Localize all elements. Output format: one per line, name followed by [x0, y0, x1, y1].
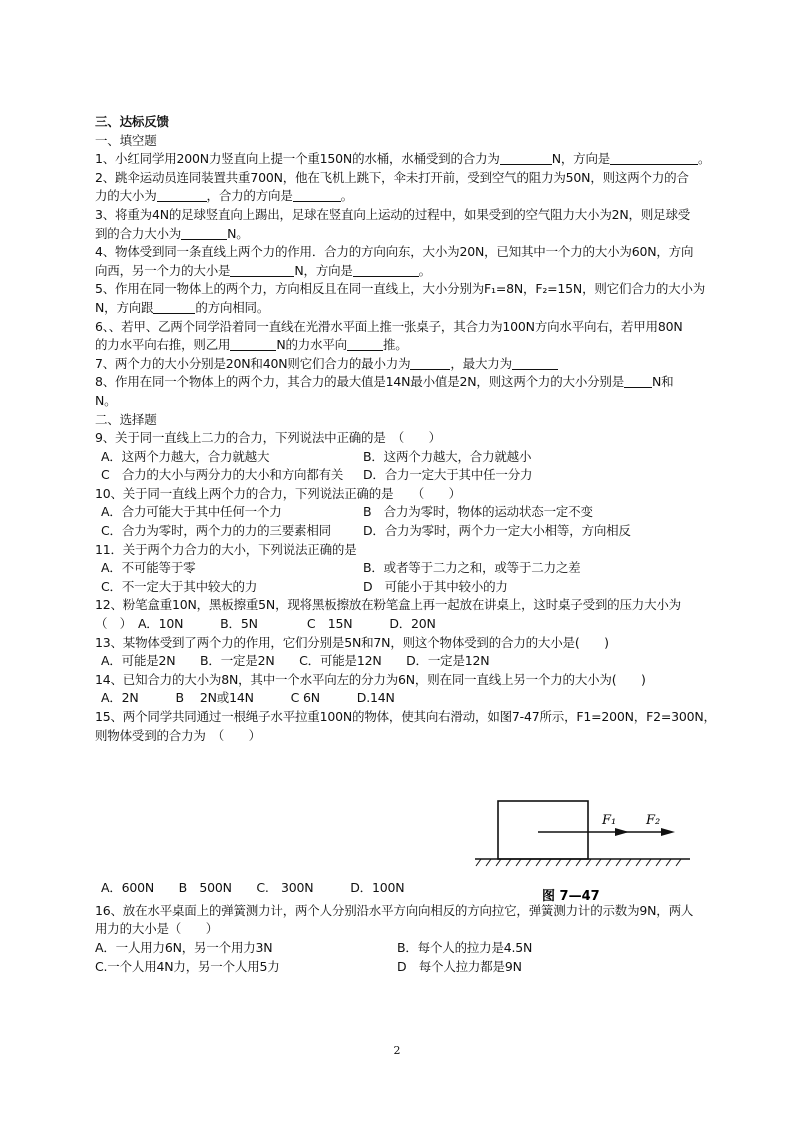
question-16-options-ab [95, 939, 715, 958]
question-8-cont: N。 [95, 392, 117, 408]
blank[interactable] [610, 150, 698, 165]
question-12: 12、粉笔盒重10N，黑板擦重5N，现将黑板擦放在粉笔盒上再一起放在讲桌上，这时桌子受到的压力大小为 [95, 597, 681, 613]
blank[interactable] [230, 262, 294, 277]
option-d: D 可能小于其中较小的力 [363, 578, 508, 594]
question-5-cont: N，方向跟 的方向相同。 [95, 299, 270, 315]
question-15-cont: 则物体受到的合力为 （ ） [95, 727, 261, 743]
question-15-options: A．600N B 500N C. 300N D．100N [101, 880, 405, 896]
option-a: A．不可能等于零 [101, 560, 196, 576]
question-14: 14、已知合力的大小为8N，其中一个水平向左的分力为6N，则在同一直线上另一个力的大小为( ) [95, 671, 646, 687]
question-10: 10、关于同一直线上两个力的合力，下列说法正确的是 （ ） [95, 485, 461, 501]
block [498, 801, 588, 859]
option-b: B 合力为零时，物体的运动状态一定不变 [363, 504, 593, 520]
question-4-cont: 向西，另一个力的大小是 N，方向是 。 [95, 262, 431, 278]
option-b: B．或者等于二力之和，或等于二力之差 [363, 560, 581, 576]
question-16: 16、放在水平桌面上的弹簧测力计，两个人分别沿水平方向向相反的方向拉它，弹簧测力计的示数为9N，两人 [95, 902, 694, 918]
question-1: 1、小红同学用200N力竖直向上提一个重150N的水桶，水桶受到的合力为 N，方向是 。 [95, 151, 711, 167]
option-d: D．合力为零时，两个力一定大小相等，方向相反 [363, 523, 631, 539]
label-f2: F₂ [646, 813, 661, 828]
option-c: C 合力的大小与两分力的大小和方向都有关 [101, 467, 344, 483]
option-c: C.一个人用4N力，另一个人用5力 [95, 958, 280, 974]
option-d: D．合力一定大于其中任一分力 [363, 467, 533, 483]
question-11-options-ab [95, 559, 715, 578]
blank[interactable] [181, 225, 227, 240]
arrow-f1-icon [615, 828, 629, 836]
figure-7-47 [475, 787, 715, 912]
option-b: B．每个人的拉力是4.5N [397, 939, 533, 955]
force-diagram [475, 787, 715, 912]
figure-caption: 图 7—47 [542, 889, 600, 904]
question-16-options-cd [95, 958, 715, 977]
ground-hatching [476, 859, 681, 866]
question-15: 15、两个同学共同通过一根绳子水平拉重100N的物体，使其向右滑动，如图7-47所示，F1=200N，F2=300N， [95, 709, 716, 724]
question-5: 5、作用在同一物体上的两个力，方向相反且在同一直线上，大小分别为F₁=8N，F₂=15N，则它们合力的大小为 [95, 281, 706, 297]
question-2-cont: 力的大小为 ，合力的方向是 。 [95, 188, 353, 204]
blank[interactable] [293, 187, 341, 202]
question-4: 4、物体受到同一条直线上两个力的作用．合力的方向向东，大小为20N，已知其中一个力的大小为60N，方向 [95, 244, 694, 260]
blank[interactable] [153, 299, 195, 314]
option-c: C．合力为零时，两个力的力的三要素相同 [101, 523, 331, 539]
arrow-f2-icon [661, 828, 675, 836]
blank[interactable] [347, 336, 383, 351]
question-6-cont: 的力水平向右推，则乙用 N的力水平向 推。 [95, 337, 408, 353]
section-title: 三、达标反馈 [95, 114, 169, 129]
question-3-cont: 到的合力大小为 N。 [95, 225, 249, 241]
question-9-options-cd [95, 466, 715, 485]
question-3: 3、将重为4N的足球竖直向上踢出，足球在竖直向上运动的过程中，如果受到的空气阻力大小为2N，则足球受 [95, 206, 691, 222]
blank[interactable] [157, 187, 207, 202]
blank[interactable] [624, 373, 652, 388]
question-8: 8、作用在同一个物体上的两个力，其合力的最大值是14N最小值是2N，则这两个力的大小分别是 N和 [95, 374, 674, 390]
part2-title: 二、选择题 [95, 411, 157, 427]
question-14-options: A．2N B 2N或14N C 6N D.14N [101, 690, 395, 706]
option-a: A．合力可能大于其中任何一个力 [101, 504, 282, 520]
option-a: A．这两个力越大，合力就越大 [101, 448, 270, 464]
question-11: 11．关于两个力合力的大小，下列说法正确的是 [95, 541, 357, 557]
question-2: 2、跳伞运动员连同装置共重700N，他在飞机上跳下，伞未打开前，受到空气的阻力为50N，则这两个力的合 [95, 169, 689, 185]
question-7: 7、两个力的大小分别是20N和40N则它们合力的最小力为 ，最大力为 [95, 355, 715, 374]
question-9: 9、关于同一直线上二力的合力，下列说法中正确的是 （ ） [95, 430, 441, 446]
part1-title: 一、填空题 [95, 132, 157, 148]
blank[interactable] [512, 355, 558, 370]
question-9-options-ab [95, 448, 715, 467]
question-6: 6、、若甲、乙两个同学沿着同一直线在光滑水平面上推一张桌子，其合力为100N方向水平向右，若甲用80N [95, 318, 683, 334]
page-number: 2 [393, 1044, 401, 1057]
option-d: D 每个人拉力都是9N [397, 958, 522, 974]
option-a: A．一人用力6N，另一个用力3N [95, 939, 273, 955]
blank[interactable] [410, 355, 450, 370]
option-c: C．不一定大于其中较大的力 [101, 578, 258, 594]
blank[interactable] [230, 336, 276, 351]
question-11-options-cd [95, 578, 715, 597]
blank[interactable] [500, 150, 552, 165]
question-10-options-cd [95, 522, 715, 541]
question-10-options-ab [95, 503, 715, 522]
question-13-options: A．可能是2N B．一定是2N C．可能是12N D．一定是12N [101, 653, 490, 669]
question-16-cont: 用力的大小是（ ） [95, 921, 219, 937]
option-b: B．这两个力越大，合力就越小 [363, 448, 532, 464]
question-12-options: （ ） A．10N B．5N C 15N D．20N [95, 616, 436, 632]
blank[interactable] [353, 262, 419, 277]
label-f1: F₁ [602, 813, 617, 828]
question-13: 13、某物体受到了两个力的作用，它们分别是5N和7N，则这个物体受到的合力的大小是( ) [95, 634, 609, 650]
